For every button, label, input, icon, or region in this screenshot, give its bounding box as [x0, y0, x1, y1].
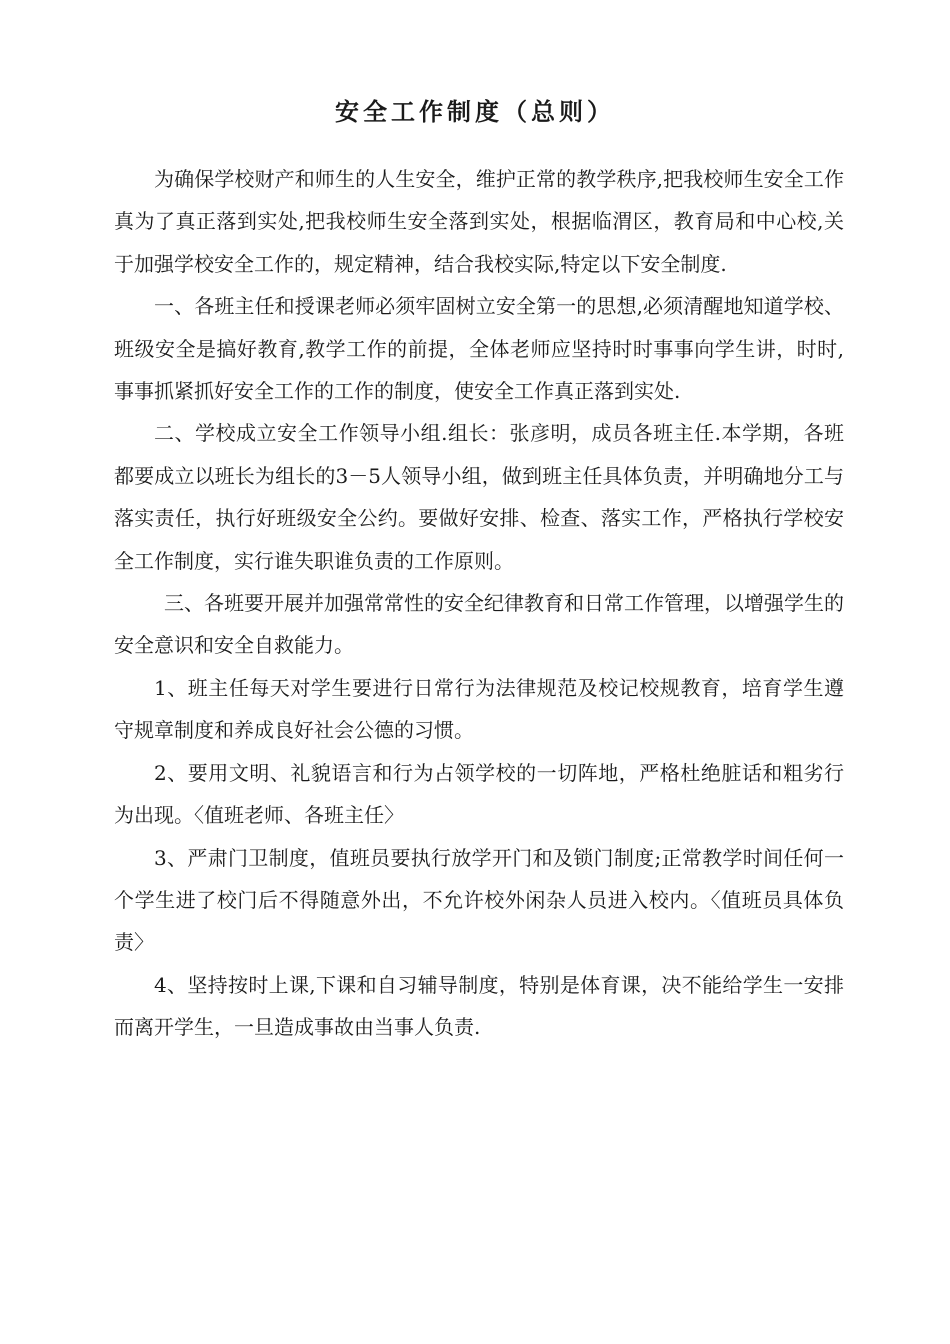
paragraph-section-2: 二、学校成立安全工作领导小组.组长：张彦明，成员各班主任.本学期，各班都要成立以班长为组长的3－5人领导小组，做到班主任具体负责，并明确地分工与落实责任，执行好班级安全公约。要做好安排、检查、落实工作，严格执行学校安全工作制度，实行谁失职谁负责的工作原则。 [114, 421, 844, 573]
paragraph-item-1: 1、班主任每天对学生要进行日常行为法律规范及校记校规教育，培育学生遵守规章制度和养成良好社会公德的习惯。 [114, 675, 844, 743]
paragraph-item-4: 4、坚持按时上课,下课和自习辅导制度，特别是体育课，决不能给学生一安排而离开学生，一旦造成事故由当事人负责. [114, 972, 844, 1040]
paragraph-section-3: 三、各班要开展并加强常常性的安全纪律教育和日常工作管理，以增强学生的安全意识和安全自救能力。 [114, 591, 844, 658]
document-title: 安全工作制度（总则） [335, 98, 615, 126]
paragraph-section-1: 一、各班主任和授课老师必须牢固树立安全第一的思想,必须清醒地知道学校、班级安全是搞好教育,教学工作的前提，全体老师应坚持时时事事向学生讲，时时,事事抓紧抓好安全工作的工作的制度，使安全工作真正落到实处. [114, 294, 844, 404]
paragraph-item-3: 3、严肃门卫制度，值班员要执行放学开门和及锁门制度;正常教学时间任何一个学生进了校门后不得随意外出，不允许校外闲杂人员进入校内。〈值班员具体负责〉 [114, 845, 844, 955]
paragraph-item-2: 2、要用文明、礼貌语言和行为占领学校的一切阵地，严格杜绝脏话和粗劣行为出现。〈值班老师、各班主任〉 [114, 760, 844, 828]
paragraph-intro: 为确保学校财产和师生的人生安全，维护正常的教学秩序,把我校师生安全工作真为了真正落到实处,把我校师生安全落到实处，根据临渭区，教育局和中心校,关于加强学校安全工作的，规定精神，结合我校实际,特定以下安全制度. [114, 167, 844, 276]
document-body [114, 158, 844, 1049]
